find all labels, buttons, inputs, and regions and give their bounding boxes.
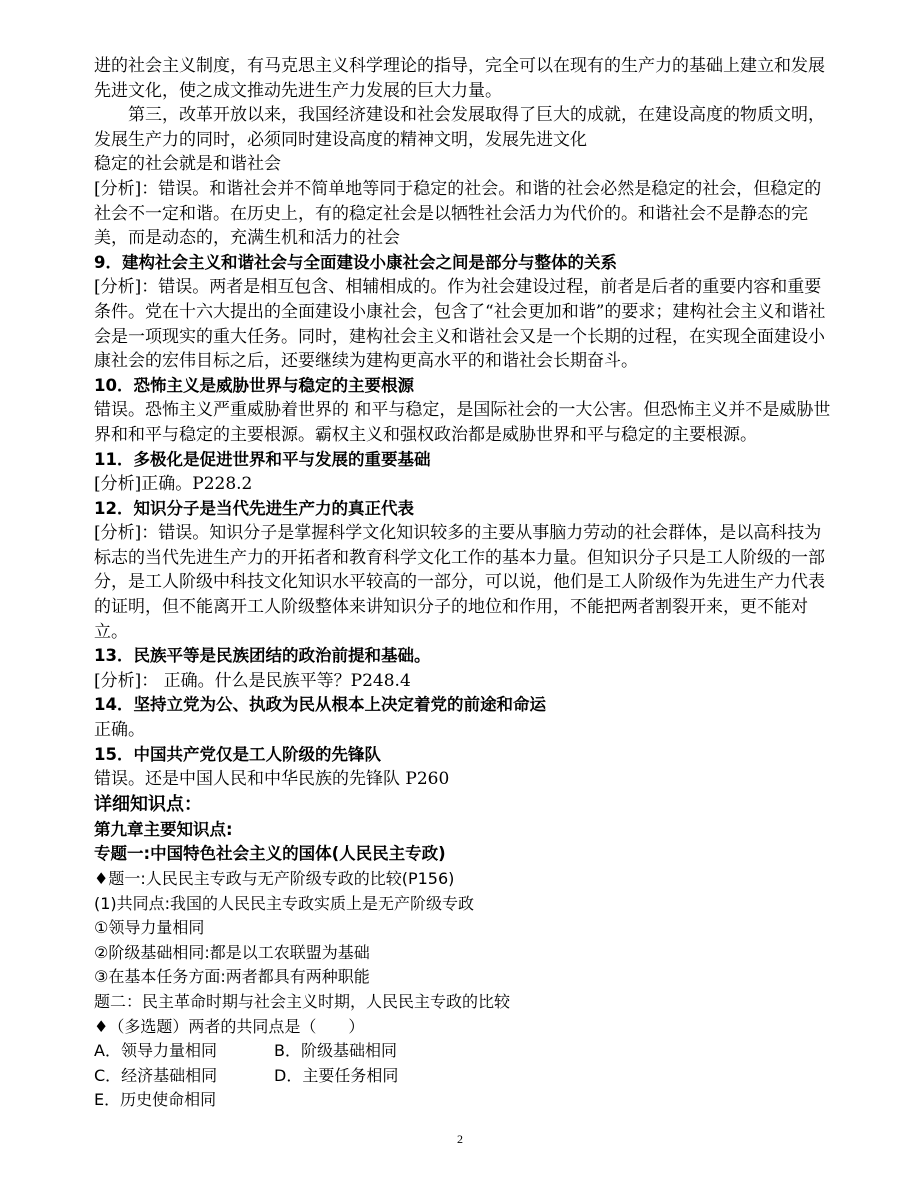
question-2: 题二：民主革命时期与社会主义时期，人民民主专政的比较 <box>94 991 511 1011</box>
point-2: ②阶级基础相同:都是以工农联盟为基础 <box>94 942 370 962</box>
analysis-8: [分析]：错误。和谐社会并不简单地等同于稳定的社会。和谐的社会必然是稳定的社会，但稳定的社会不一定和谐。在历史上，有的稳定社会是以牺牲社会活力为代价的。和谐社会不是静态的完美，而是动态的，充满生机和活力的社会 <box>94 178 822 249</box>
option-d: D．主要任务相同 <box>274 1065 399 1085</box>
topic-heading: 专题一:中国特色社会主义的国体(人民民主专政) <box>94 844 446 864</box>
analysis-15: 错误。还是中国人民和中华民族的先锋队 P260 <box>94 769 450 790</box>
statement-15: 15．中国共产党仅是工人阶级的先锋队 <box>94 744 381 764</box>
option-a: A．领导力量相同 <box>94 1041 217 1061</box>
analysis-10: 错误。恐怖主义严重威胁着世界的 和平与稳定，是国际社会的一大公害。但恐怖主义并不是威胁世界和和平与稳定的主要根源。霸权主义和强权政治都是威胁世界和平与稳定的主要根源。 <box>94 400 831 445</box>
section-heading-details: 详细知识点： <box>94 793 202 815</box>
options-row-3 <box>94 1088 834 1113</box>
analysis-9: [分析]：错误。两者是相互包含、相辅相成的。作为社会建设过程，前者是后者的重要内容和重要条件。党在十六大提出的全面建设小康社会，包含了“社会更加和谐”的要求；建构社会主义和谐社会是一项现实的重大任务。同时，建构社会主义和谐社会又是一个长期的过程，在实现全面建设小康社会的宏伟目标之后，还要继续为建构更高水平的和谐社会长期奋斗。 <box>94 277 826 372</box>
point-3: ③在基本任务方面:两者都具有两种职能 <box>94 967 370 987</box>
options-row-2 <box>94 1064 834 1089</box>
option-b: B．阶级基础相同 <box>274 1041 397 1061</box>
statement-13: 13．民族平等是民族团结的政治前提和基础。 <box>94 646 431 666</box>
question-1: ♦题一:人民民主专政与无产阶级专政的比较(P156) <box>94 869 455 888</box>
multiple-choice-question: ♦（多选题）两者的共同点是（ ） <box>94 1016 365 1036</box>
document-body <box>94 54 834 1113</box>
paragraph-third-point: 第三，改革开放以来，我国经济建设和社会发展取得了巨大的成就，在建设高度的物质文明，发展生产力的同时，必须同时建设高度的精神文明，发展先进文化 <box>94 105 825 150</box>
analysis-12: [分析]：错误。知识分子是掌握科学文化知识较多的主要从事脑力劳动的社会群体，是以高科技为标志的当代先进生产力的开拓者和教育科学文化工作的基本力量。但知识分子只是工人阶级的一部分，是工人阶级中科技文化知识水平较高的一部分，可以说，他们是工人阶级作为先进生产力代表的证明，但不能离开工人阶级整体来讲知识分子的地位和作用，不能把两者割裂开来，更不能对立。 <box>94 523 825 642</box>
analysis-11: [分析]正确。P228.2 <box>94 474 253 495</box>
statement-8: 稳定的社会就是和谐社会 <box>94 154 281 175</box>
option-e: E．历史使命相同 <box>94 1090 217 1110</box>
point-1: ①领导力量相同 <box>94 918 205 938</box>
analysis-13: [分析]： 正确。什么是民族平等？P248.4 <box>94 670 411 691</box>
paragraph-continuation: 进的社会主义制度，有马克思主义科学理论的指导，完全可以在现有的生产力的基础上建立和发展先进文化，使之成文推动先进生产力发展的巨大力量。 <box>94 56 825 101</box>
statement-14: 14．坚持立党为公、执政为民从根本上决定着党的前途和命运 <box>94 695 546 715</box>
chapter-heading: 第九章主要知识点: <box>94 819 233 839</box>
statement-10: 10．恐怖主义是威胁世界与稳定的主要根源 <box>94 375 414 395</box>
statement-9: 9．建构社会主义和谐社会与全面建设小康社会之间是部分与整体的关系 <box>94 252 617 272</box>
page-number: 2 <box>457 1132 463 1146</box>
common-points: (1)共同点:我国的人民民主专政实质上是无产阶级专政 <box>94 893 475 913</box>
analysis-14: 正确。 <box>94 720 145 741</box>
statement-11: 11．多极化是促进世界和平与发展的重要基础 <box>94 449 431 469</box>
options-row-1 <box>94 1039 834 1064</box>
statement-12: 12．知识分子是当代先进生产力的真正代表 <box>94 498 414 518</box>
option-c: C．经济基础相同 <box>94 1065 218 1085</box>
